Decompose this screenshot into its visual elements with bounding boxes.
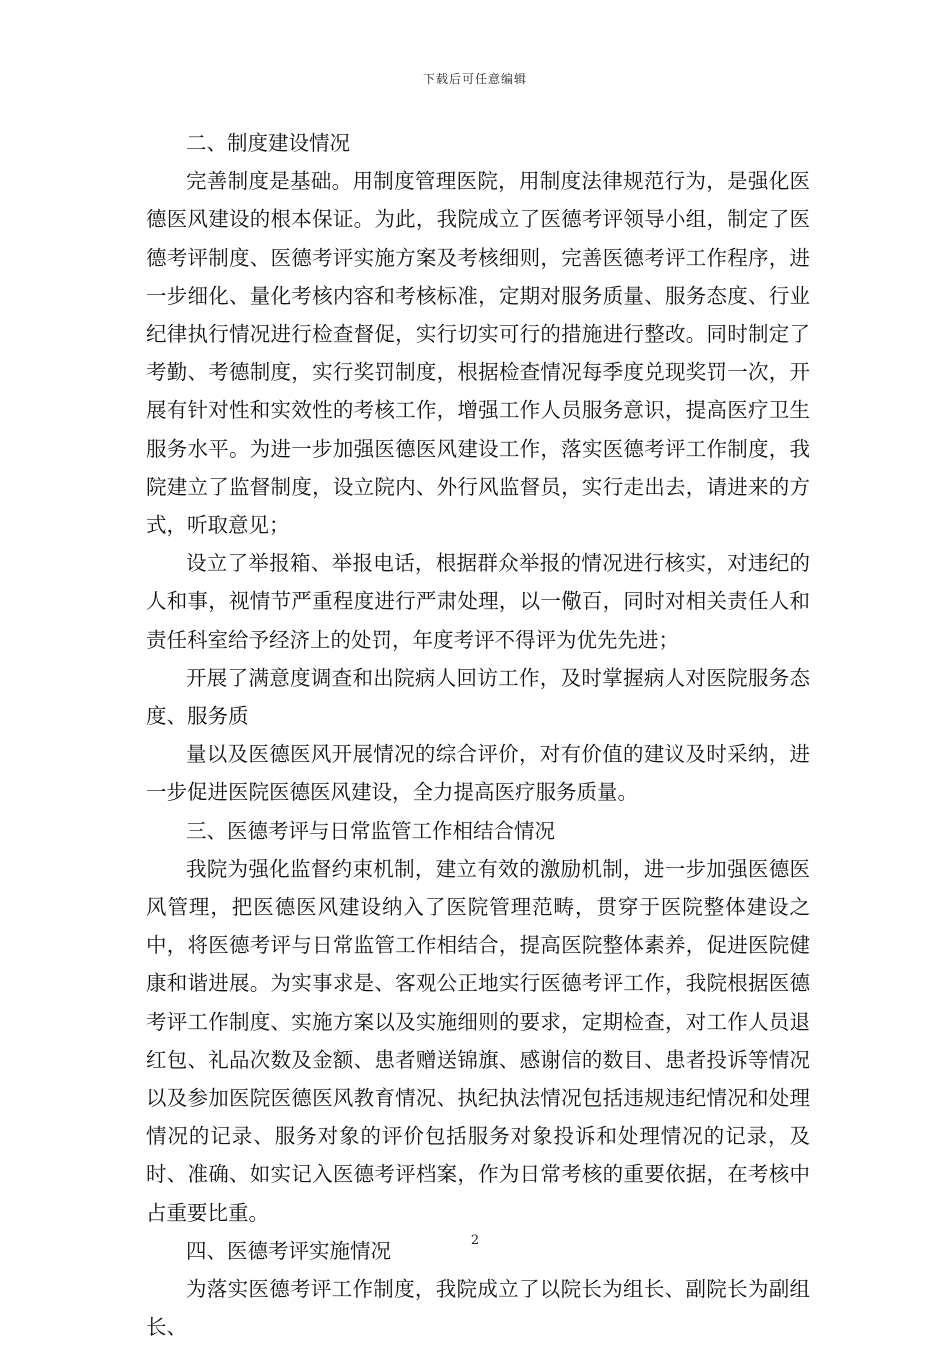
section-heading-daily-supervision: 三、医德考评与日常监管工作相结合情况 [186, 818, 555, 843]
paragraph-quality-evaluation: 量以及医德医风开展情况的综合评价，对有价值的建议及时采纳，进一步促进医院医德医风建设，全力提高医疗服务质量。 [146, 742, 810, 805]
page-number: 2 [470, 1233, 480, 1248]
section-heading-system-building: 二、制度建设情况 [186, 131, 350, 155]
paragraph-implementation-start: 为落实医德考评工作制度，我院成立了以院长为组长、副院长为副组长、 [146, 1277, 810, 1340]
paragraph-satisfaction-survey: 开展了满意度调查和出院病人回访工作，及时掌握病人对医院服务态度、服务质 [146, 665, 810, 729]
document-body [146, 124, 810, 1347]
section-heading-implementation: 四、医德考评实施情况 [186, 1238, 391, 1263]
paragraph-supervision-mechanism: 我院为强化监督约束机制，建立有效的激励机制，进一步加强医德医风管理，把医德医风建设纳入了医院管理范畴，贯穿于医院整体建设之中，将医德考评与日常监管工作相结合，提高医院整体素养，促进医院健康和谐进展。为实事求是、客观公正地实行医德考评工作，我院根据医德考评工作制度、实施方案以及实施细则的要求，定期检查，对工作人员退红包、礼品次数及金额、患者赠送锦旗、感谢信的数目、患者投诉等情况以及参加医院医德医风教育情况、执纪执法情况包括违规违纪情况和处理情况的记录、服务对象的评价包括服务对象投诉和处理情况的记录，及时、准确、如实记入医德考评档案，作为日常考核的重要依据，在考核中占重要比重。 [146, 856, 810, 1225]
page-header: 下载后可任意编辑 [422, 72, 527, 86]
paragraph-report-box: 设立了举报箱、举报电话，根据群众举报的情况进行核实，对违纪的人和事，视情节严重程度进行严肃处理，以一儆百，同时对相关责任人和责任科室给予经济上的处罚，年度考评不得评为优先先进； [146, 551, 810, 652]
paragraph-system-improvement: 完善制度是基础。用制度管理医院，用制度法律规范行为，是强化医德医风建设的根本保证。为此，我院成立了医德考评领导小组，制定了医德考评制度、医德考评实施方案及考核细则，完善医德考评工作程序，进一步细化、量化考核内容和考核标准，定期对服务质量、服务态度、行业纪律执行情况进行检查督促，实行切实可行的措施进行整改。同时制定了考勤、考德制度，实行奖罚制度，根据检查情况每季度兑现奖罚一次，开展有针对性和实效性的考核工作，增强工作人员服务意识，提高医疗卫生服务水平。为进一步加强医德医风建设工作，落实医德考评工作制度，我院建立了监督制度，设立院内、外行风监督员，实行走出去，请进来的方式，听取意见； [146, 169, 810, 538]
